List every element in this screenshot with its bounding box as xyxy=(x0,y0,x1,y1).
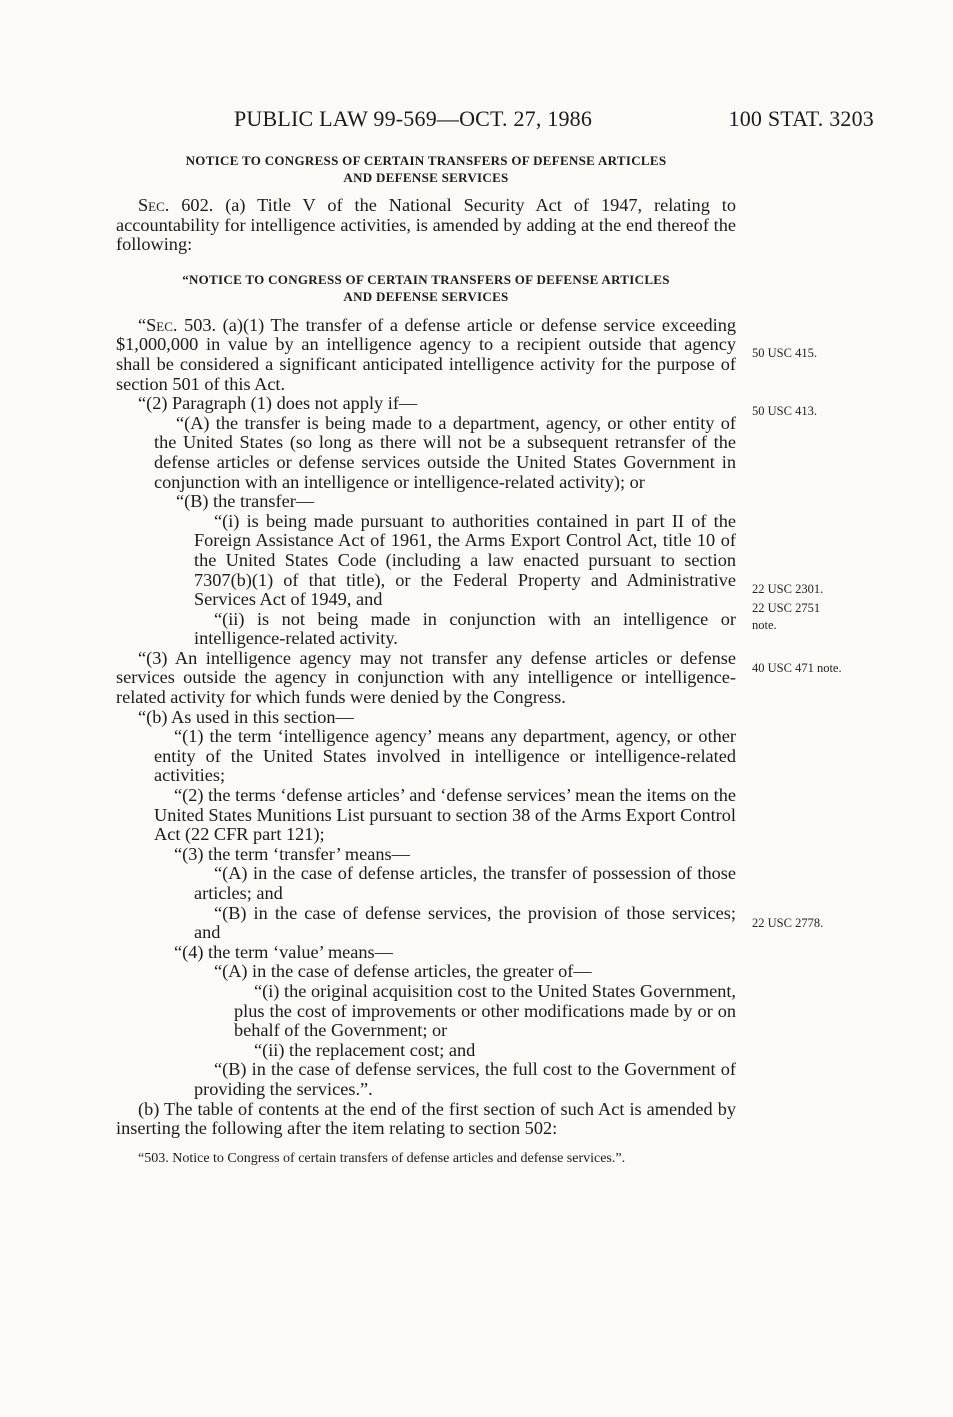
margin-note-50usc415: 50 USC 415. xyxy=(752,346,817,360)
sec-503-a3: “(3) An intelligence agency may not transfer any defense articles or defense services outside the agency in conjunction with any intelligence or intelligence-related activity for which funds were denied by the Congress. xyxy=(116,647,736,708)
margin-note-50usc413: 50 USC 413. xyxy=(752,404,817,418)
sec-503-a2Bi: “(i) is being made pursuant to authorities contained in part II of the Foreign Assistance Act of 1961, the Arms Export Control Act, title 10 of the United States Code (including a law enacted pursuant to section 7307(b)(1) of that title), or the Federal Property and Administrative Services Act of 1949, and xyxy=(194,510,736,610)
sec-503-b4Aii: “(ii) the replacement cost; and xyxy=(254,1039,476,1060)
sec-503-b4B: “(B) in the case of defense services, the full cost to the Government of providing the services.”. xyxy=(194,1059,736,1099)
sec-503-a2B: “(B) the transfer— xyxy=(176,491,315,512)
sec-503-b4Ai: “(i) the original acquisition cost to the United States Government, plus the cost of improvements or other modifications made by or on behalf of the Government; or xyxy=(234,980,736,1041)
sec-503-b2: “(2) the terms ‘defense articles’ and ‘defense services’ mean the items on the United States Munitions List pursuant to section 38 of the Arms Export Control Act (22 CFR part 121); xyxy=(154,785,736,845)
margin-note-22usc2751: 22 USC 2751 xyxy=(752,601,821,615)
sec-503-a2: “(2) Paragraph (1) does not apply if— xyxy=(138,393,418,414)
sec-503-a2Bii: “(ii) is not being made in conjunction with an intelligence or intelligence-related activity. xyxy=(194,608,736,649)
margin-note-22usc2301: 22 USC 2301. xyxy=(752,582,824,596)
sec-503-b4A: “(A) in the case of defense articles, the greater of— xyxy=(214,961,592,982)
sec-503-b3: “(3) the term ‘transfer’ means— xyxy=(174,843,410,864)
margin-note-40usc471: 40 USC 471 note. xyxy=(752,661,842,675)
sec-503-b3B: “(B) in the case of defense services, the provision of those services; and xyxy=(194,902,736,943)
law-citation: PUBLIC LAW 99-569—OCT. 27, 1986 xyxy=(234,106,593,131)
section-caption: NOTICE TO CONGRESS OF CERTAIN TRANSFERS OF DEFENSE ARTICLES AND DEFENSE SERVICES xyxy=(185,153,667,185)
sec-503-b3A: “(A) in the case of defense articles, the transfer of possession of those articles; and xyxy=(194,863,736,903)
stat-page-number: 100 STAT. 3203 xyxy=(728,106,874,131)
sec-503-a2A: “(A) the transfer is being made to a department, agency, or other entity of the United States (so long as there will not be a subsequent retransfer of the defense articles or defense services outside the United States Government in conjunction with an intelligence or intelligence-related activity); or xyxy=(154,412,736,492)
statute-body xyxy=(116,152,736,1167)
margin-note-22usc2778: 22 USC 2778. xyxy=(752,916,824,930)
section-602-b: (b) The table of contents at the end of the first section of such Act is amended by inserting the following after the item relating to section 502: xyxy=(116,1098,736,1139)
sec-503-b: “(b) As used in this section— xyxy=(138,706,354,727)
sec-503-a1: “Sec. 503. (a)(1) The transfer of a defense article or defense service exceeding $1,000,000 in value by an intelligence agency to a recipient outside that agency shall be considered a significant anticipated intelligence activity for the purpose of section 501 of this Act. xyxy=(116,314,736,394)
sec-503-b4: “(4) the term ‘value’ means— xyxy=(174,941,393,962)
margin-note-22usc2751-note: note. xyxy=(752,618,777,632)
inserted-section-caption: “NOTICE TO CONGRESS OF CERTAIN TRANSFERS OF DEFENSE ARTICLES AND DEFENSE SERVICES xyxy=(182,271,670,304)
section-602-intro: Sec. 602. (a) Title V of the National Security Act of 1947, relating to accountability for intelligence activities, is amended by adding at the end thereof the following: xyxy=(116,195,736,255)
table-of-contents-item: “503. Notice to Congress of certain transfers of defense articles and defense services.”. xyxy=(138,1150,626,1166)
sec-503-b1: “(1) the term ‘intelligence agency’ means any department, agency, or other entity of the United States involved in intelligence or intelligence-related activities; xyxy=(154,726,736,786)
